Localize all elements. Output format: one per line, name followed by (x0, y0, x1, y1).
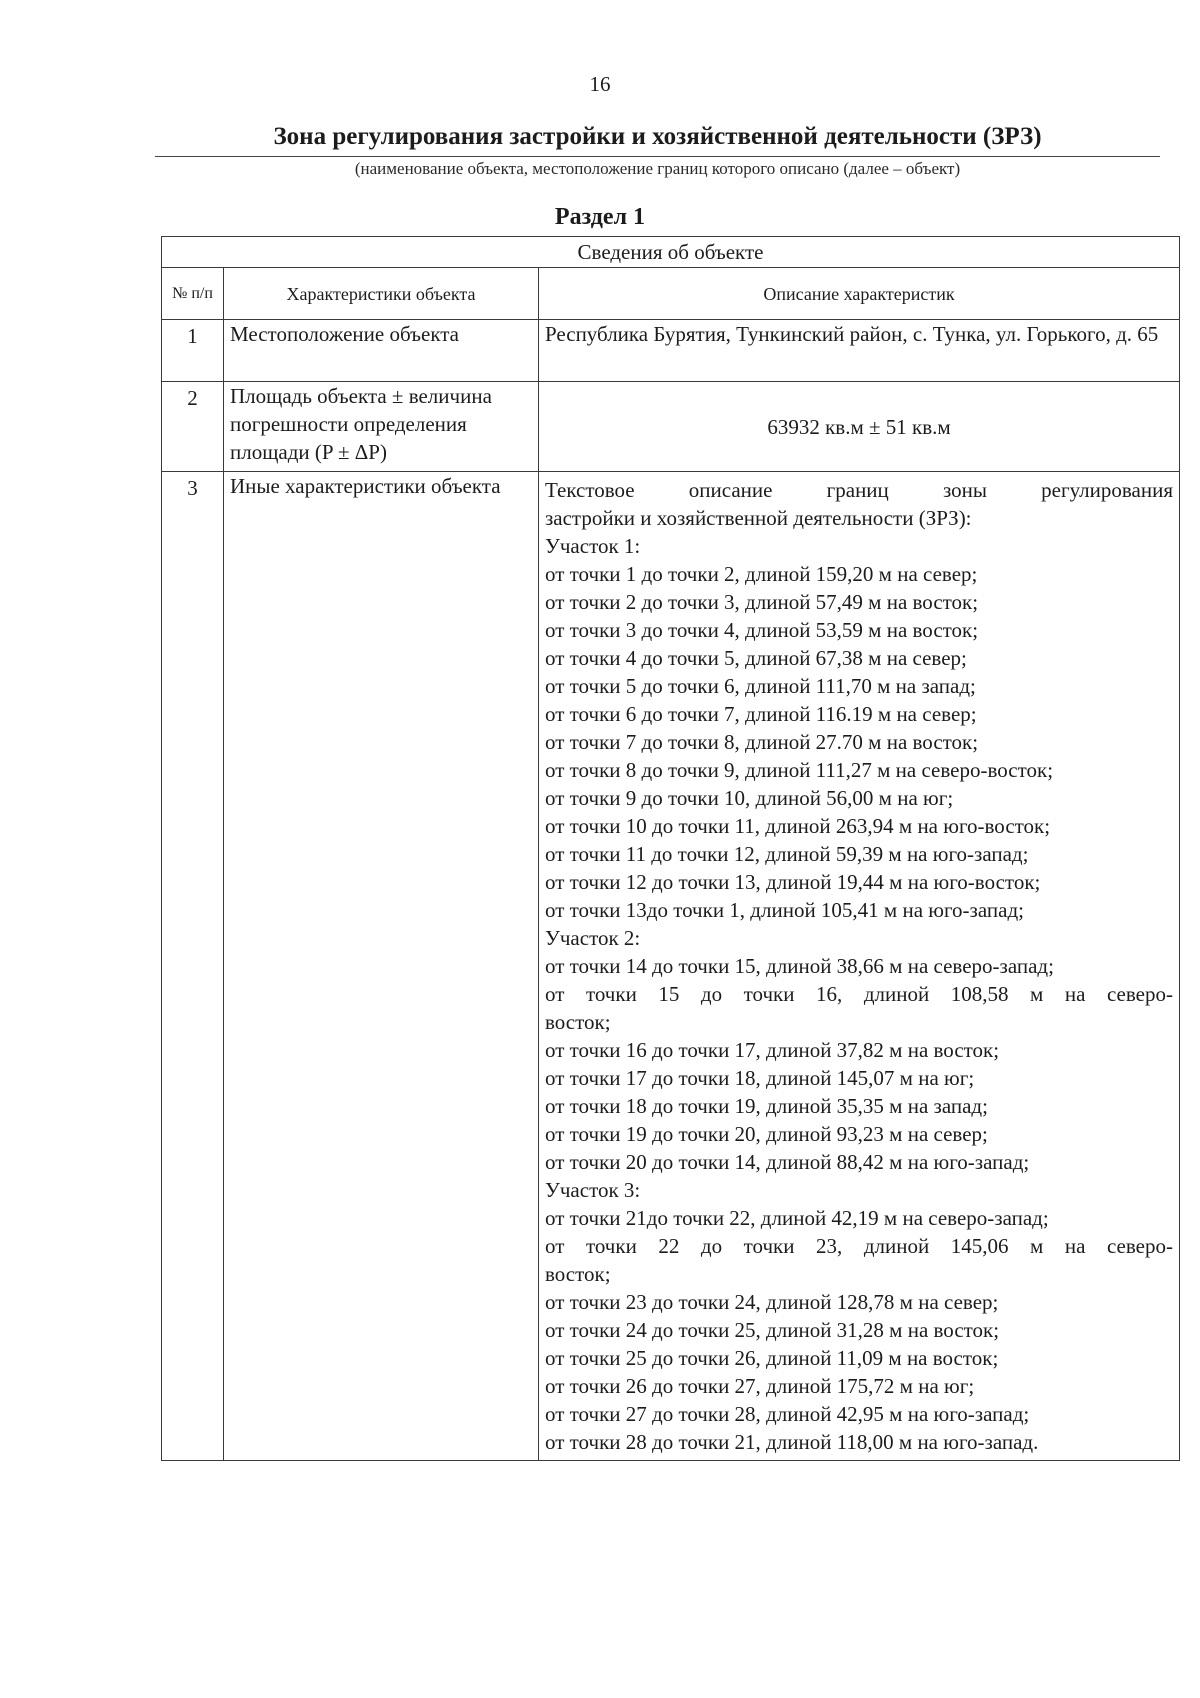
row-num: 2 (162, 382, 224, 472)
boundary-segment-line: от точки 20 до точки 14, длиной 88,42 м на юго-запад; (545, 1150, 1030, 1174)
boundary-segment-line: от точки 28 до точки 21, длиной 118,00 м на юго-запад. (545, 1430, 1039, 1454)
boundary-segment-line: от точки 14 до точки 15, длиной 38,66 м на северо-запад; (545, 954, 1054, 978)
table-row (162, 320, 1180, 382)
boundary-segment-line: от точки 27 до точки 28, длиной 42,95 м на юго-запад; (545, 1402, 1030, 1426)
boundary-segment-line: от точки 1 до точки 2, длиной 159,20 м на север; (545, 562, 978, 586)
boundary-segment-line: от точки 26 до точки 27, длиной 175,72 м на юг; (545, 1374, 975, 1398)
boundary-segment-line: от точки 17 до точки 18, длиной 145,07 м на юг; (545, 1066, 975, 1090)
header-characteristic: Характеристики объекта (224, 268, 539, 320)
plot-heading: Участок 3: (545, 1178, 641, 1202)
document-title: Зона регулирования застройки и хозяйственной деятельности (ЗРЗ) (155, 120, 1160, 157)
boundary-segment-line: от точки 3 до точки 4, длиной 53,59 м на восток; (545, 618, 979, 642)
boundary-segment-line: от точки 10 до точки 11, длиной 263,94 м на юго-восток; (545, 814, 1051, 838)
boundary-segment-line: от точки 21до точки 22, длиной 42,19 м на северо-запад; (545, 1206, 1049, 1230)
row-characteristic: Площадь объекта ± величина погрешности определения площади (P ± ΔP) (224, 382, 539, 472)
boundary-segment-line: от точки 4 до точки 5, длиной 67,38 м на север; (545, 646, 967, 670)
boundary-segment-line: от точки 8 до точки 9, длиной 111,27 м на северо-восток; (545, 758, 1054, 782)
table-caption-row (162, 237, 1180, 268)
table-row (162, 472, 1180, 1461)
plot-heading: Участок 2: (545, 926, 641, 950)
boundary-segment-line: от точки 9 до точки 10, длиной 56,00 м на юг; (545, 786, 954, 810)
boundary-segment-line: от точки 12 до точки 13, длиной 19,44 м на юго-восток; (545, 870, 1041, 894)
row-description: 63932 кв.м ± 51 кв.м (539, 382, 1180, 472)
row-characteristic: Местоположение объекта (224, 320, 539, 382)
table-caption: Сведения об объекте (162, 237, 1180, 268)
boundary-segment-line: от точки 24 до точки 25, длиной 31,28 м на восток; (545, 1318, 1000, 1342)
row-num: 3 (162, 472, 224, 1461)
boundary-segment-line: от точки 13до точки 1, длиной 105,41 м на юго-запад; (545, 898, 1024, 922)
boundary-segment-line: от точки 18 до точки 19, длиной 35,35 м на запад; (545, 1094, 988, 1118)
document-subtitle: (наименование объекта, местоположение границ которого описано (далее – объект) (354, 159, 961, 178)
boundary-segment-line: от точки 15 до точки 16, длиной 108,58 м на северо- (545, 982, 1173, 1006)
row-num: 1 (162, 320, 224, 382)
page-number: 16 (589, 72, 611, 96)
table-header-row (162, 268, 1180, 320)
header-num: № п/п (162, 268, 224, 320)
boundary-lines (545, 532, 1173, 1456)
plot-heading: Участок 1: (545, 534, 641, 558)
boundary-segment-line: от точки 23 до точки 24, длиной 128,78 м на север; (545, 1290, 999, 1314)
title-block (155, 120, 1160, 181)
row-characteristic: Иные характеристики объекта (224, 472, 539, 1461)
description-intro-line: Текстовое описание границ зоны регулирования (545, 478, 1173, 502)
boundary-description (539, 472, 1180, 1461)
boundary-segment-line: от точки 25 до точки 26, длиной 11,09 м на восток; (545, 1346, 999, 1370)
boundary-segment-line: от точки 7 до точки 8, длиной 27.70 м на восток; (545, 730, 979, 754)
boundary-segment-line: от точки 11 до точки 12, длиной 59,39 м на юго-запад; (545, 842, 1029, 866)
object-info-table (161, 236, 1180, 1461)
boundary-segment-line: от точки 19 до точки 20, длиной 93,23 м на север; (545, 1122, 988, 1146)
row-description: Республика Бурятия, Тункинский район, с. Тунка, ул. Горького, д. 65 (539, 320, 1180, 382)
boundary-segment-line: восток; (545, 1010, 611, 1034)
table-row (162, 382, 1180, 472)
boundary-segment-line: от точки 22 до точки 23, длиной 145,06 м на северо- (545, 1234, 1173, 1258)
header-description: Описание характеристик (539, 268, 1180, 320)
description-intro-line: застройки и хозяйственной деятельности (ЗРЗ): (545, 506, 972, 530)
section-title: Раздел 1 (554, 204, 646, 230)
boundary-segment-line: от точки 5 до точки 6, длиной 111,70 м на запад; (545, 674, 976, 698)
boundary-segment-line: от точки 2 до точки 3, длиной 57,49 м на восток; (545, 590, 979, 614)
boundary-segment-line: восток; (545, 1262, 611, 1286)
boundary-segment-line: от точки 6 до точки 7, длиной 116.19 м на север; (545, 702, 977, 726)
boundary-segment-line: от точки 16 до точки 17, длиной 37,82 м на восток; (545, 1038, 1000, 1062)
